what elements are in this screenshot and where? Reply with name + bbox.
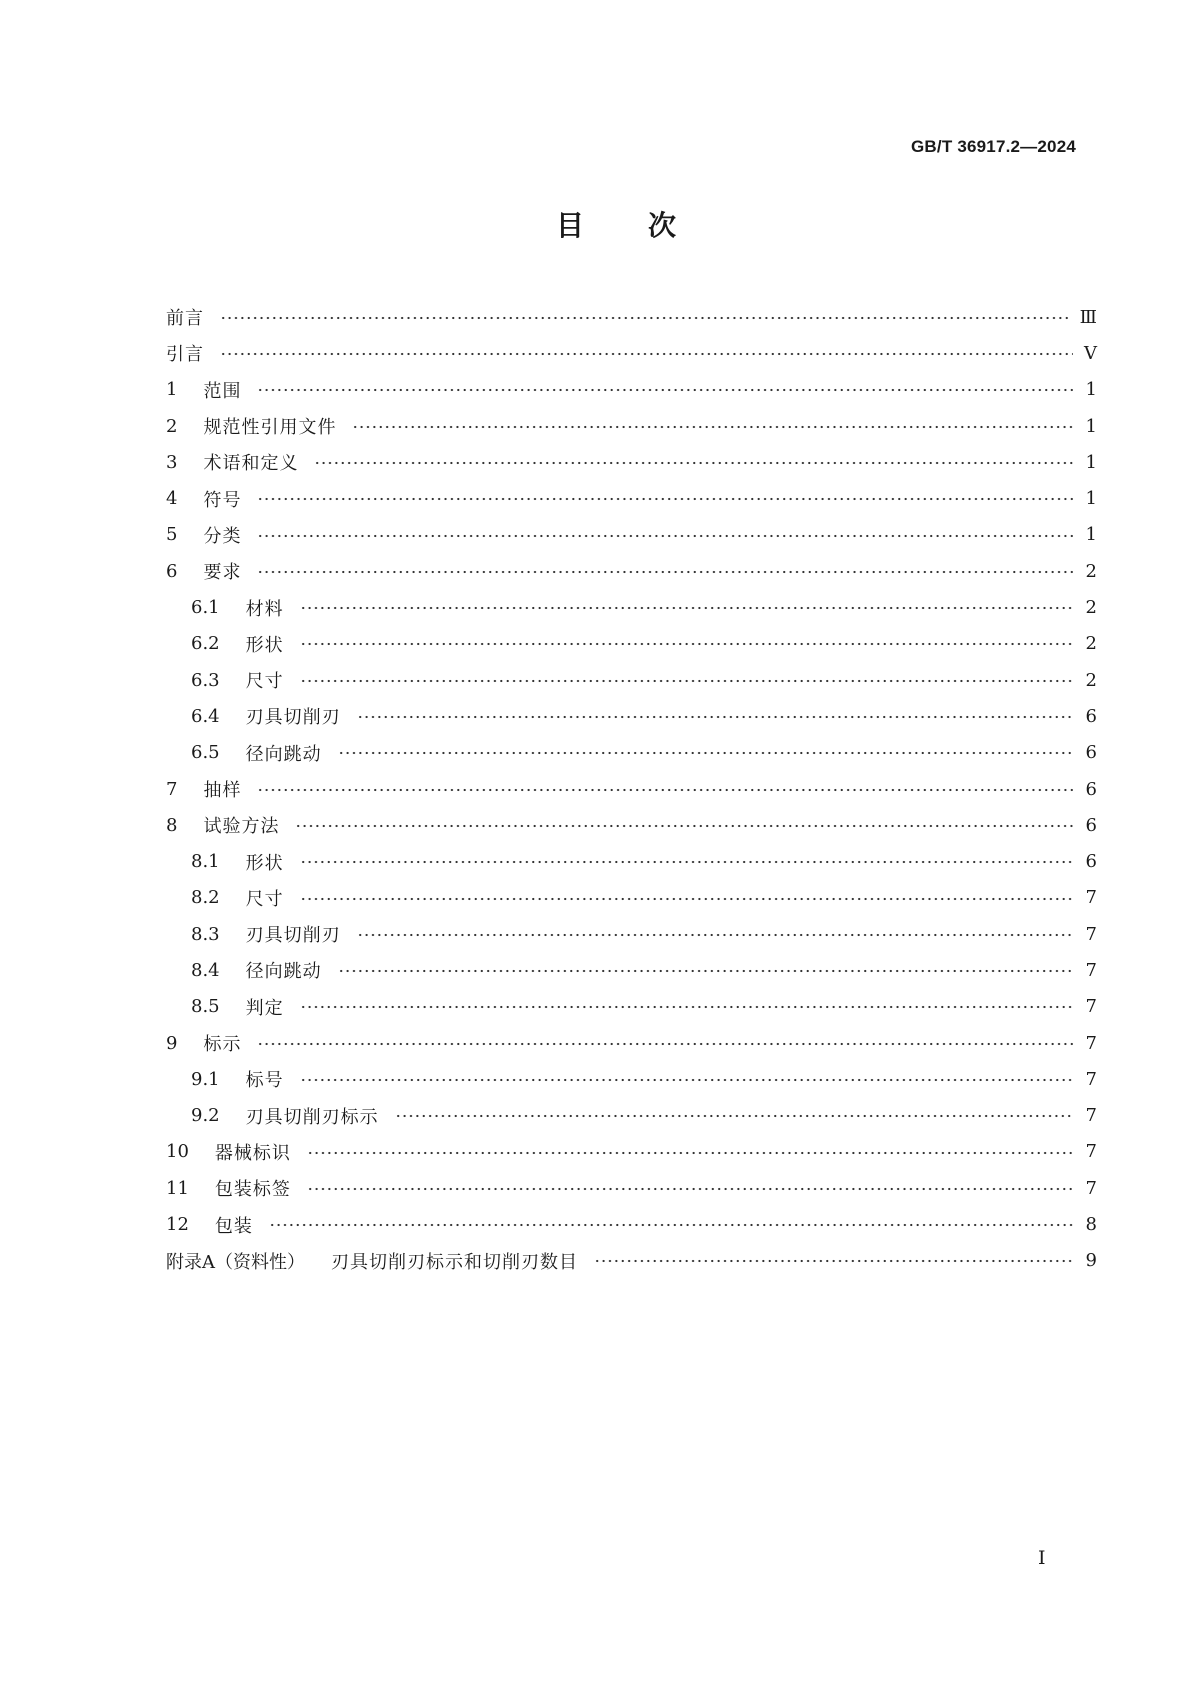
toc-entry-number: 9.2 <box>191 1105 220 1127</box>
toc-entry <box>166 698 1097 734</box>
toc-entry-number: 6 <box>166 560 178 582</box>
toc-entry-title: 标示 <box>203 1034 242 1056</box>
dot-leader <box>357 698 1073 734</box>
toc-entry-page: 7 <box>1085 1032 1097 1054</box>
toc-entry <box>166 1243 1097 1279</box>
dot-leader <box>269 1206 1073 1242</box>
dot-leader <box>314 444 1073 480</box>
toc-entry-title: 形状 <box>245 852 284 874</box>
toc-entry-page: 6 <box>1085 814 1097 836</box>
dot-leader <box>395 1098 1073 1134</box>
toc-entry <box>166 1098 1097 1134</box>
toc-entry <box>166 952 1097 988</box>
toc-entry-page: 1 <box>1085 451 1097 473</box>
toc-entry-title: 包装 <box>214 1215 253 1237</box>
toc-entry <box>166 408 1097 444</box>
toc-entry-page: 1 <box>1085 415 1097 437</box>
toc-entry-number: 9 <box>166 1032 178 1054</box>
dot-leader <box>357 916 1073 952</box>
dot-leader <box>300 989 1073 1025</box>
dot-leader <box>352 408 1073 444</box>
toc-entry-title: 包装标签 <box>214 1179 291 1201</box>
toc-entry-page: 7 <box>1085 1141 1097 1163</box>
toc-entry-title: 刃具切削刃 <box>245 707 341 729</box>
toc-entry-page: 8 <box>1085 1214 1097 1236</box>
toc-entry <box>166 1170 1097 1206</box>
toc-entry <box>166 626 1097 662</box>
toc-entry-page: 7 <box>1085 996 1097 1018</box>
dot-leader <box>338 735 1073 771</box>
toc-entry <box>166 444 1097 480</box>
dot-leader <box>257 372 1073 408</box>
toc-entry <box>166 1134 1097 1170</box>
dot-leader <box>220 335 1073 371</box>
toc-entry-number: 6.3 <box>191 669 220 691</box>
toc-entry-page: 7 <box>1085 959 1097 981</box>
toc-entry-number: 8.3 <box>191 923 220 945</box>
toc-entry-number: 7 <box>166 778 178 800</box>
toc-entry-number: 10 <box>166 1141 189 1163</box>
toc-entry-number: 4 <box>166 488 178 510</box>
toc-entry-page: 6 <box>1085 851 1097 873</box>
dot-leader <box>307 1134 1073 1170</box>
page-number: I <box>1038 1547 1046 1569</box>
toc-entry <box>166 989 1097 1025</box>
dot-leader <box>220 299 1070 335</box>
toc-entry <box>166 480 1097 516</box>
dot-leader <box>257 517 1073 553</box>
dot-leader <box>300 1061 1073 1097</box>
toc-entry <box>166 553 1097 589</box>
toc-entry-number: 6.5 <box>191 742 220 764</box>
toc-entry <box>166 1061 1097 1097</box>
dot-leader <box>338 952 1073 988</box>
toc-entry-title: 前言 <box>166 308 204 330</box>
dot-leader <box>594 1243 1073 1279</box>
toc-entry-title: 术语和定义 <box>203 453 299 475</box>
table-of-contents <box>166 299 1097 1279</box>
toc-entry-page: 1 <box>1085 488 1097 510</box>
toc-entry <box>166 843 1097 879</box>
toc-entry-title: 符号 <box>203 489 242 511</box>
dot-leader <box>300 662 1073 698</box>
toc-entry <box>166 1206 1097 1242</box>
toc-entry-number: 8.1 <box>191 851 220 873</box>
toc-entry-page: 2 <box>1085 560 1097 582</box>
toc-entry-title: 要求 <box>203 562 242 584</box>
toc-entry-page: 7 <box>1085 887 1097 909</box>
page-title: 目 次 <box>556 209 695 242</box>
toc-entry-number: 6.1 <box>191 597 220 619</box>
toc-entry-page: Ⅴ <box>1084 342 1097 364</box>
toc-entry-page: 7 <box>1085 1105 1097 1127</box>
toc-entry <box>166 589 1097 625</box>
toc-entry-title: 刃具切削刃标示和切削刃数目 <box>331 1251 578 1273</box>
toc-entry <box>166 517 1097 553</box>
toc-entry-title: 器械标识 <box>214 1142 291 1164</box>
dot-leader <box>295 807 1073 843</box>
toc-entry-title: 尺寸 <box>245 888 284 910</box>
toc-entry-number: 9.1 <box>191 1068 220 1090</box>
toc-entry <box>166 372 1097 408</box>
toc-entry-page: 7 <box>1085 923 1097 945</box>
toc-entry <box>166 299 1097 335</box>
dot-leader <box>300 589 1073 625</box>
toc-entry-number: 附录A（资料性） <box>166 1251 305 1273</box>
toc-entry-page: 7 <box>1085 1177 1097 1199</box>
toc-entry-number: 2 <box>166 415 178 437</box>
toc-entry-title: 引言 <box>166 344 204 366</box>
toc-entry-page: 2 <box>1085 597 1097 619</box>
toc-entry-page: 1 <box>1085 524 1097 546</box>
toc-entry-title: 尺寸 <box>245 671 284 693</box>
toc-entry-number: 8 <box>166 814 178 836</box>
standard-code: GB/T 36917.2—2024 <box>911 137 1076 156</box>
toc-entry-number: 12 <box>166 1214 189 1236</box>
toc-entry <box>166 916 1097 952</box>
toc-entry-title: 刃具切削刃标示 <box>245 1106 379 1128</box>
toc-entry-title: 形状 <box>245 634 284 656</box>
toc-entry-title: 判定 <box>245 997 284 1019</box>
dot-leader <box>300 843 1073 879</box>
toc-entry-title: 试验方法 <box>203 816 280 838</box>
toc-entry-title: 刃具切削刃 <box>245 925 341 947</box>
toc-entry-number: 5 <box>166 524 178 546</box>
toc-entry-page: 1 <box>1085 379 1097 401</box>
toc-entry <box>166 1025 1097 1061</box>
dot-leader <box>300 880 1073 916</box>
toc-entry <box>166 335 1097 371</box>
toc-entry-page: 6 <box>1085 778 1097 800</box>
toc-entry-page: 9 <box>1085 1250 1097 1272</box>
dot-leader <box>307 1170 1073 1206</box>
toc-entry-number: 1 <box>166 379 178 401</box>
toc-entry-number: 8.4 <box>191 959 220 981</box>
toc-entry <box>166 807 1097 843</box>
dot-leader <box>257 1025 1073 1061</box>
toc-entry-number: 6.4 <box>191 705 220 727</box>
toc-entry-page: 7 <box>1085 1068 1097 1090</box>
toc-entry-number: 8.2 <box>191 887 220 909</box>
toc-entry <box>166 880 1097 916</box>
toc-entry-number: 8.5 <box>191 996 220 1018</box>
toc-entry-title: 标号 <box>245 1070 284 1092</box>
toc-entry <box>166 735 1097 771</box>
toc-entry-number: 3 <box>166 451 178 473</box>
dot-leader <box>257 771 1073 807</box>
dot-leader <box>257 553 1073 589</box>
toc-entry-title: 材料 <box>245 598 284 620</box>
toc-entry-page: 6 <box>1085 742 1097 764</box>
toc-entry-title: 范围 <box>203 380 242 402</box>
toc-entry-title: 分类 <box>203 525 242 547</box>
toc-entry-page: Ⅲ <box>1079 306 1097 328</box>
toc-entry-title: 抽样 <box>203 780 242 801</box>
dot-leader <box>257 480 1073 516</box>
toc-entry-page: 2 <box>1085 633 1097 655</box>
toc-entry <box>166 662 1097 698</box>
dot-leader <box>300 626 1073 662</box>
toc-entry <box>166 771 1097 807</box>
toc-entry-page: 6 <box>1085 705 1097 727</box>
toc-entry-number: 6.2 <box>191 633 220 655</box>
toc-entry-page: 2 <box>1085 669 1097 691</box>
toc-entry-title: 规范性引用文件 <box>203 417 337 439</box>
toc-entry-number: 11 <box>166 1177 189 1199</box>
toc-entry-title: 径向跳动 <box>245 743 322 765</box>
toc-entry-title: 径向跳动 <box>245 961 322 983</box>
